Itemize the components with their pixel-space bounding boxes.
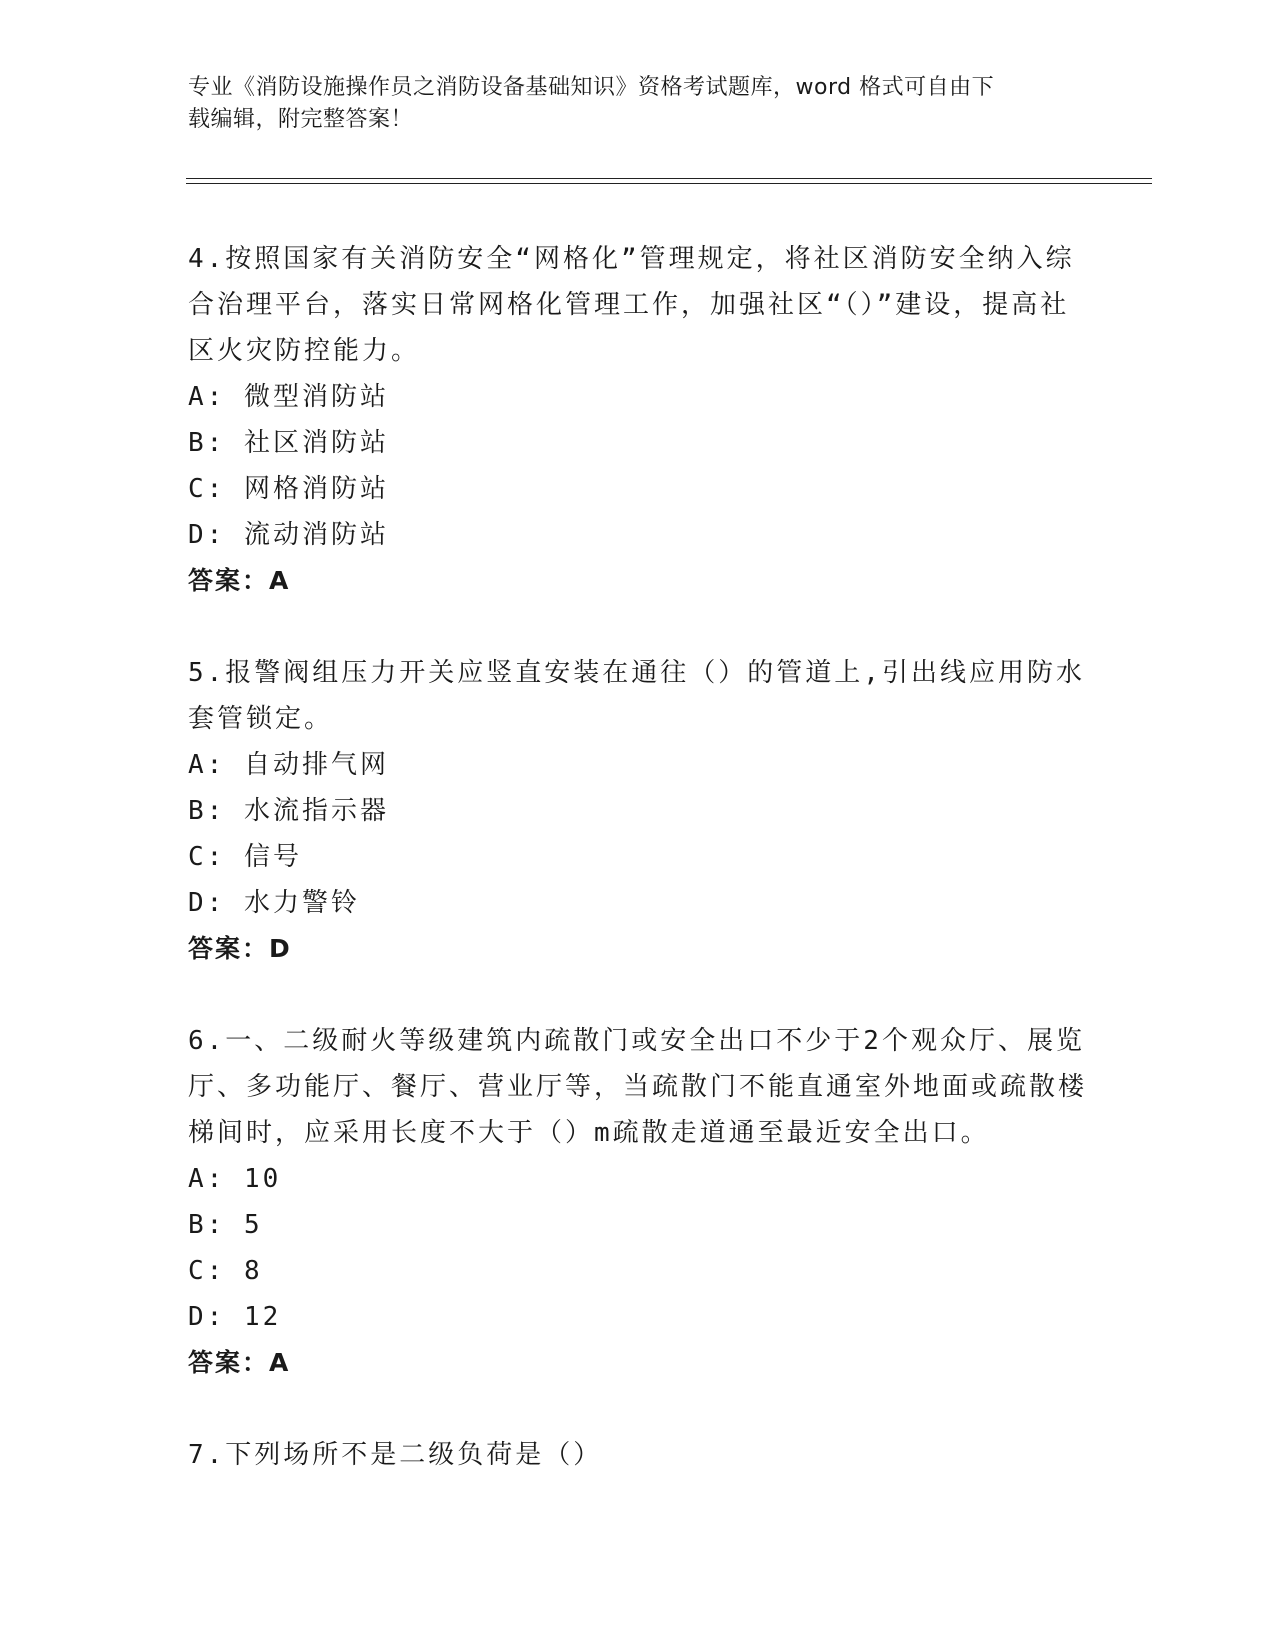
question-spacer — [188, 972, 1088, 1018]
question-spacer — [188, 1386, 1088, 1432]
option-b: B: 社区消防站 — [188, 428, 389, 458]
question-stem: 7.下列场所不是二级负荷是（） — [188, 1440, 603, 1470]
option-d: D: 12 — [188, 1302, 282, 1332]
question-spacer — [188, 604, 1088, 650]
answer-label: 答案：A — [188, 1348, 291, 1377]
option-d: D: 流动消防站 — [188, 520, 389, 550]
option-a: A: 微型消防站 — [188, 382, 389, 412]
option-b: B: 5 — [188, 1210, 263, 1240]
document-header — [188, 72, 1068, 136]
question-6 — [188, 1018, 1088, 1386]
question-4 — [188, 236, 1088, 604]
option-a: A: 10 — [188, 1164, 282, 1194]
header-line-1: 专业《消防设施操作员之消防设备基础知识》资格考试题库，word 格式可自由下 — [188, 75, 995, 100]
option-c: C: 8 — [188, 1256, 263, 1286]
header-divider-bottom — [186, 183, 1152, 184]
question-stem: 6.一、二级耐火等级建筑内疏散门或安全出口不少于2个观众厅、展览厅、多功能厅、餐厅、营业厅等，当疏散门不能直通室外地面或疏散楼梯间时，应采用长度不大于（）m疏散走道通至最近安全出口。 — [188, 1026, 1088, 1148]
question-5 — [188, 650, 1088, 972]
option-b: B: 水流指示器 — [188, 796, 389, 826]
header-divider-top — [186, 178, 1152, 179]
answer-label: 答案：D — [188, 934, 292, 963]
question-list — [188, 236, 1088, 1478]
question-stem: 5.报警阀组压力开关应竖直安装在通往（）的管道上,引出线应用防水套管锁定。 — [188, 658, 1085, 734]
question-stem: 4.按照国家有关消防安全“网格化”管理规定，将社区消防安全纳入综合治理平台，落实日常网格化管理工作，加强社区“（）”建设，提高社区火灾防控能力。 — [188, 244, 1075, 366]
question-7 — [188, 1432, 1088, 1478]
option-c: C: 网格消防站 — [188, 474, 389, 504]
option-c: C: 信号 — [188, 842, 302, 872]
answer-label: 答案：A — [188, 566, 291, 595]
option-d: D: 水力警铃 — [188, 888, 360, 918]
header-line-2: 载编辑，附完整答案！ — [188, 107, 414, 132]
option-a: A: 自动排气网 — [188, 750, 389, 780]
